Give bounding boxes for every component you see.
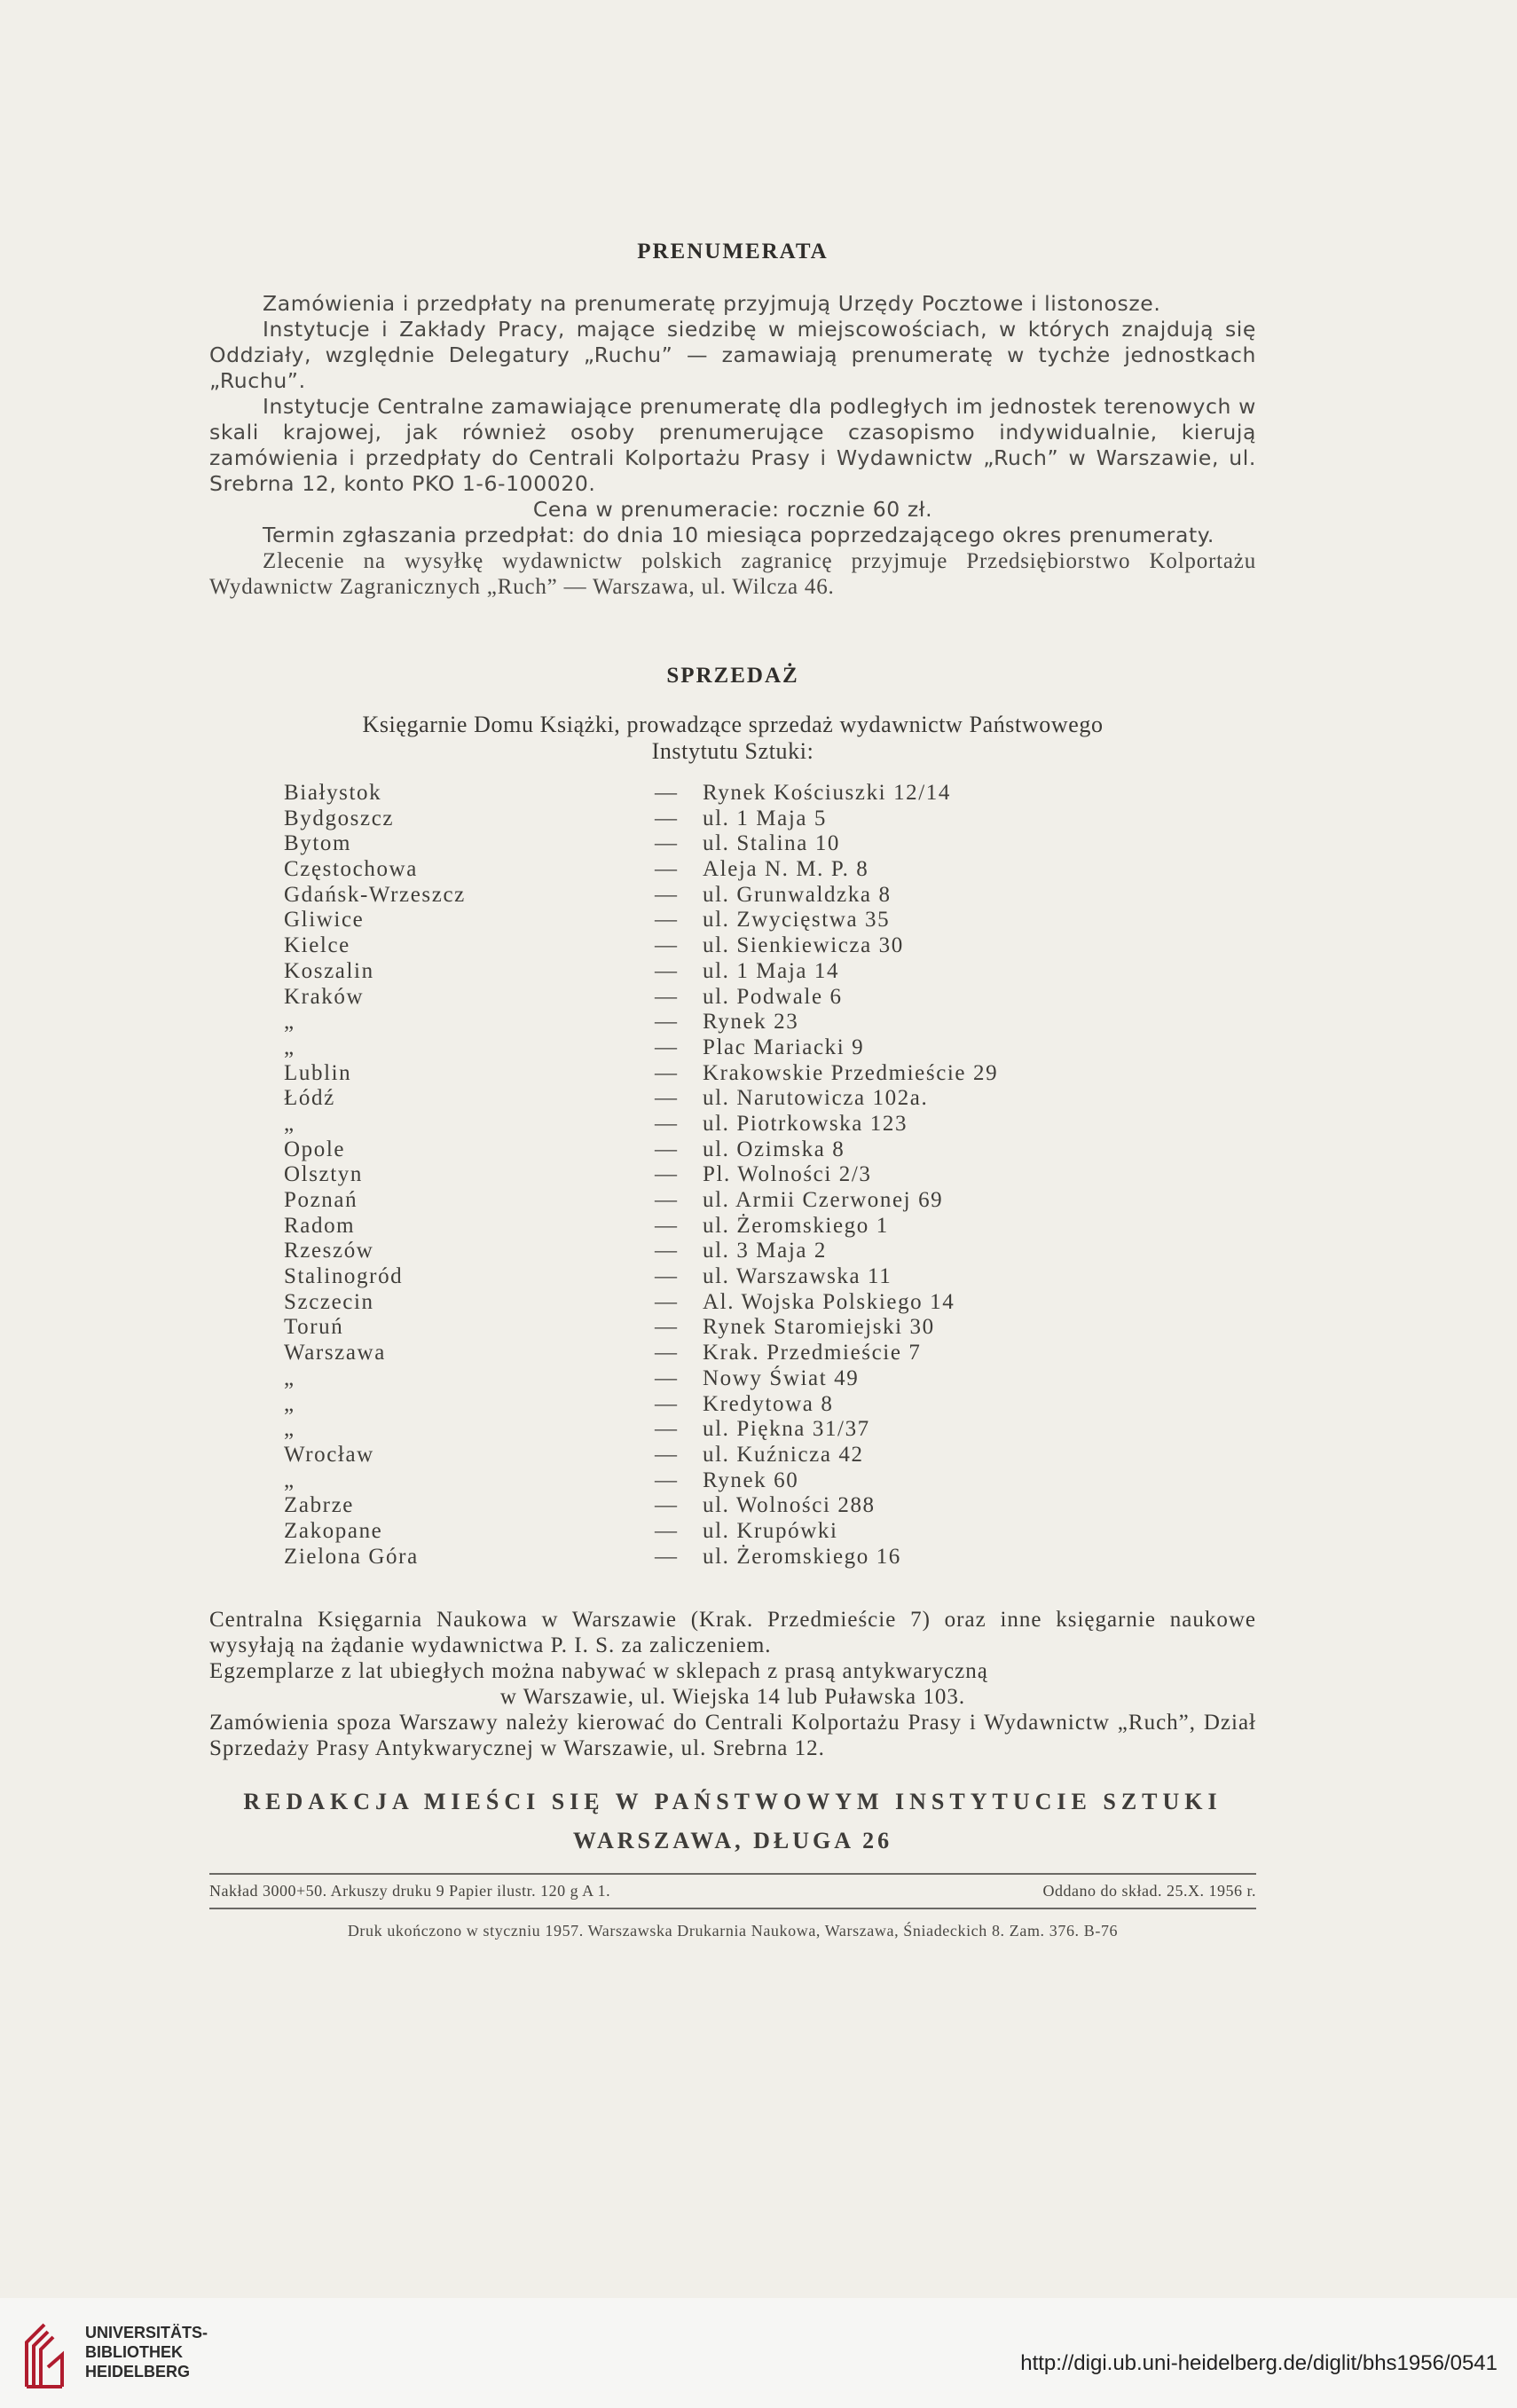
bookstore-city: Częstochowa	[284, 857, 418, 882]
bookstore-city: Zabrze	[284, 1493, 354, 1518]
sprzedaz-intro-line-1: Księgarnie Domu Książki, prowadzące sprzedaż wydawnictw Państwowego	[362, 712, 1104, 737]
redakcja-line-1: REDAKCJA MIEŚCI SIĘ W PAŃSTWOWYM INSTYTUCIE SZTUKI	[243, 1789, 1222, 1815]
bookstore-city: „	[284, 1391, 295, 1416]
footer-paragraph-2b: w Warszawie, ul. Wiejska 14 lub Puławska 103.	[499, 1685, 966, 1710]
footer-paragraph-3: Zamówienia spoza Warszawy należy kierować do Centrali Kolportażu Prasy i Wydawnictw „Ruch”, Dział Sprzedaży Prasy Antykwarycznej w Warszawie, ul. Srebrna 12.	[209, 1711, 1256, 1761]
bookstore-row	[209, 1188, 1256, 1214]
bookstore-city: Poznań	[284, 1188, 358, 1212]
bookstore-address: ul. Ozimska 8	[703, 1137, 845, 1161]
bookstore-address: ul. 3 Maja 2	[703, 1239, 828, 1263]
bookstore-address: ul. Warszawska 11	[703, 1264, 892, 1289]
bookstore-dash: —	[655, 1442, 679, 1467]
bookstore-list	[209, 781, 1256, 1570]
bookstore-address: ul. 1 Maja 14	[703, 958, 840, 983]
bookstore-address: ul. Zwycięstwa 35	[703, 908, 891, 933]
bookstore-address: ul. Stalina 10	[703, 831, 841, 856]
bookstore-row	[209, 1519, 1256, 1545]
prenumerata-paragraph-4: Termin zgłaszania przedpłat: do dnia 10 miesiąca poprzedzającego okres prenumeraty.	[263, 523, 1214, 547]
bookstore-dash: —	[655, 1162, 679, 1187]
bookstore-city: „	[284, 1468, 295, 1492]
bookstore-row	[209, 908, 1256, 933]
prenumerata-paragraph-3: Instytucje Centralne zamawiające prenumeratę dla podległych im jednostek terenowych w skali krajowej, jak również osoby prenumerujące czasopismo indywidualnie, kierują zamówienia i przedpłaty do Centrali Kolportażu Prasy i Wydawnictw „Ruch” w Warszawie, ul. Srebrna 12, konto PKO 1-6-100020.	[209, 394, 1256, 496]
bookstore-city: Wrocław	[284, 1442, 374, 1467]
bookstore-address: Rynek 23	[703, 1010, 799, 1035]
page-content	[209, 240, 1256, 1940]
bookstore-city: Białystok	[284, 781, 382, 805]
bookstore-row	[209, 985, 1256, 1011]
sprzedaz-heading: SPRZEDAŻ	[666, 664, 799, 688]
bookstore-city: Opole	[284, 1137, 346, 1161]
bookstore-address: ul. Krupówki	[703, 1518, 838, 1543]
bookstore-city: „	[284, 1035, 295, 1059]
bookstore-city: „	[284, 1010, 295, 1035]
bookstore-dash: —	[655, 1493, 679, 1518]
bookstore-city: Zielona Góra	[284, 1544, 419, 1569]
bookstore-row	[209, 1061, 1256, 1087]
bookstore-city: Toruń	[284, 1315, 344, 1340]
bookstore-dash: —	[655, 1518, 679, 1543]
bookstore-address: ul. Piotrkowska 123	[703, 1111, 908, 1136]
bookstore-dash: —	[655, 781, 679, 805]
bookstore-row	[209, 959, 1256, 985]
bookstore-city: Bytom	[284, 831, 352, 856]
bookstore-address: ul. Żeromskiego 16	[703, 1544, 901, 1569]
bookstore-dash: —	[655, 831, 679, 856]
source-url-link[interactable]: http://digi.ub.uni-heidelberg.de/diglit/bhs1956/0541	[1020, 2351, 1497, 2375]
bookstore-city: Zakopane	[284, 1518, 383, 1543]
bookstore-city: „	[284, 1365, 295, 1390]
prenumerata-heading: PRENUMERATA	[637, 240, 829, 264]
bookstore-address: ul. Kuźnicza 42	[703, 1442, 864, 1467]
bookstore-row	[209, 1443, 1256, 1468]
bookstore-row	[209, 1290, 1256, 1316]
bookstore-row	[209, 1545, 1256, 1570]
bookstore-city: Kraków	[284, 984, 365, 1009]
imprint-left: Nakład 3000+50. Arkuszy druku 9 Papier ilustr. 120 g A 1.	[209, 1882, 611, 1900]
bookstore-dash: —	[655, 1188, 679, 1212]
bookstore-address: ul. Żeromskiego 1	[703, 1213, 889, 1238]
bookstore-dash: —	[655, 857, 679, 882]
bookstore-row	[209, 1366, 1256, 1392]
bookstore-dash: —	[655, 1365, 679, 1390]
library-name-line-1: UNIVERSITÄTS-	[85, 2324, 208, 2341]
bookstore-dash: —	[655, 1010, 679, 1035]
bookstore-city: Warszawa	[284, 1341, 386, 1365]
bookstore-address: Al. Wojska Polskiego 14	[703, 1289, 955, 1314]
bookstore-row	[209, 831, 1256, 857]
bookstore-city: „	[284, 1417, 295, 1442]
imprint-line	[209, 1882, 1256, 1900]
bookstore-city: Rzeszów	[284, 1239, 374, 1263]
bookstore-city: Stalinogród	[284, 1264, 404, 1289]
bookstore-dash: —	[655, 1137, 679, 1161]
bookstore-city: Lublin	[284, 1060, 352, 1085]
bookstore-city: Gdańsk-Wrzeszcz	[284, 882, 466, 907]
bookstore-city: Koszalin	[284, 958, 374, 983]
bookstore-dash: —	[655, 1239, 679, 1263]
bookstore-city: Gliwice	[284, 908, 365, 933]
bookstore-dash: —	[655, 1391, 679, 1416]
bookstore-row	[209, 1417, 1256, 1443]
bookstore-city: Szczecin	[284, 1289, 374, 1314]
bookstore-dash: —	[655, 1213, 679, 1238]
prenumerata-price: Cena w prenumeracie: rocznie 60 zł.	[532, 497, 933, 522]
imprint-right: Oddano do skład. 25.X. 1956 r.	[1042, 1882, 1256, 1900]
bookstore-row	[209, 1341, 1256, 1366]
bookstore-row	[209, 1239, 1256, 1264]
bookstore-city: Kielce	[284, 933, 350, 958]
bookstore-address: Plac Mariacki 9	[703, 1035, 865, 1059]
bookstore-city: Radom	[284, 1213, 356, 1238]
bookstore-dash: —	[655, 1544, 679, 1569]
bookstore-address: ul. Wolności 288	[703, 1493, 876, 1518]
prenumerata-paragraph-2: Instytucje i Zakłady Pracy, mające siedzibę w miejscowościach, w których znajdują się Oddziały, względnie Delegatury „Ruchu” — zamawiają prenumeratę w tychże jednostkach „Ruchu”.	[209, 317, 1256, 393]
bookstore-dash: —	[655, 1468, 679, 1492]
bookstore-address: ul. Podwale 6	[703, 984, 843, 1009]
bookstore-dash: —	[655, 806, 679, 830]
bookstore-row	[209, 1162, 1256, 1188]
bookstore-row	[209, 1137, 1256, 1163]
bookstore-row	[209, 857, 1256, 883]
bookstore-dash: —	[655, 1035, 679, 1059]
bookstore-address: ul. Grunwaldzka 8	[703, 882, 892, 907]
bookstore-dash: —	[655, 882, 679, 907]
printing-info: Druk ukończono w styczniu 1957. Warszawska Drukarnia Naukowa, Warszawa, Śniadeckich 8. Zam. 376. B-76	[347, 1922, 1119, 1940]
bookstore-dash: —	[655, 1060, 679, 1085]
bookstore-row	[209, 807, 1256, 832]
bookstore-row	[209, 1112, 1256, 1137]
bookstore-row	[209, 1468, 1256, 1494]
bookstore-dash: —	[655, 1315, 679, 1340]
footer-paragraph-2a: Egzemplarze z lat ubiegłych można nabywać w sklepach z prasą antykwaryczną	[209, 1659, 988, 1684]
bookstore-address: Aleja N. M. P. 8	[703, 857, 869, 882]
redakcja-line-2: WARSZAWA, DŁUGA 26	[572, 1828, 893, 1854]
bookstore-dash: —	[655, 1086, 679, 1111]
bookstore-address: ul. 1 Maja 5	[703, 806, 828, 830]
bookstore-address: Rynek Staromiejski 30	[703, 1315, 935, 1340]
bookstore-row	[209, 1010, 1256, 1035]
bookstore-address: Nowy Świat 49	[703, 1365, 860, 1390]
bookstore-row	[209, 1392, 1256, 1418]
prenumerata-paragraph-1: Zamówienia i przedpłaty na prenumeratę przyjmują Urzędy Pocztowe i listonosze.	[263, 291, 1161, 316]
footer-paragraph-1: Centralna Księgarnia Naukowa w Warszawie (Krak. Przedmieście 7) oraz inne księgarnie naukowe wysyłają na żądanie wydawnictwa P. I. S. za zaliczeniem.	[209, 1608, 1256, 1658]
bookstore-dash: —	[655, 1341, 679, 1365]
bookstore-dash: —	[655, 1417, 679, 1442]
bookstore-city: Bydgoszcz	[284, 806, 395, 830]
bookstore-row	[209, 1214, 1256, 1239]
bookstore-city: „	[284, 1111, 295, 1136]
bookstore-address: ul. Piękna 31/37	[703, 1417, 870, 1442]
bookstore-dash: —	[655, 1111, 679, 1136]
bookstore-row	[209, 1493, 1256, 1519]
bookstore-address: ul. Sienkiewicza 30	[703, 933, 904, 958]
bookstore-dash: —	[655, 1289, 679, 1314]
library-name-line-2: BIBLIOTHEK	[85, 2343, 183, 2361]
bookstore-row	[209, 883, 1256, 909]
bookstore-address: Krak. Przedmieście 7	[703, 1341, 922, 1365]
bookstore-dash: —	[655, 933, 679, 958]
library-name-line-3: HEIDELBERG	[85, 2363, 191, 2380]
bookstore-city: Łódź	[284, 1086, 335, 1111]
bookstore-address: ul. Narutowicza 102a.	[703, 1086, 929, 1111]
bookstore-row	[209, 1315, 1256, 1341]
bookstore-row	[209, 1264, 1256, 1290]
bookstore-dash: —	[655, 908, 679, 933]
bookstore-address: Rynek 60	[703, 1468, 799, 1492]
bookstore-dash: —	[655, 984, 679, 1009]
bookstore-row	[209, 781, 1256, 807]
bookstore-row	[209, 1035, 1256, 1061]
bookstore-address: ul. Armii Czerwonej 69	[703, 1188, 944, 1212]
bookstore-address: Pl. Wolności 2/3	[703, 1162, 872, 1187]
bookstore-dash: —	[655, 1264, 679, 1289]
bookstore-row	[209, 933, 1256, 959]
library-footer-bar	[0, 2298, 1517, 2408]
prenumerata-paragraph-5: Zlecenie na wysyłkę wydawnictw polskich zagranicę przyjmuje Przedsiębiorstwo Kolportażu Wydawnictw Zagranicznych „Ruch” — Warszawa, ul. Wilcza 46.	[209, 549, 1256, 599]
sprzedaz-intro-line-2: Instytutu Sztuki:	[651, 738, 814, 764]
bookstore-address: Kredytowa 8	[703, 1391, 834, 1416]
bookstore-row	[209, 1086, 1256, 1112]
bookstore-address: Rynek Kościuszki 12/14	[703, 781, 952, 805]
bookstore-city: Olsztyn	[284, 1162, 363, 1187]
library-name	[85, 2323, 208, 2381]
university-library-logo-icon	[18, 2316, 73, 2392]
bookstore-dash: —	[655, 958, 679, 983]
bookstore-address: Krakowskie Przedmieście 29	[703, 1060, 999, 1085]
